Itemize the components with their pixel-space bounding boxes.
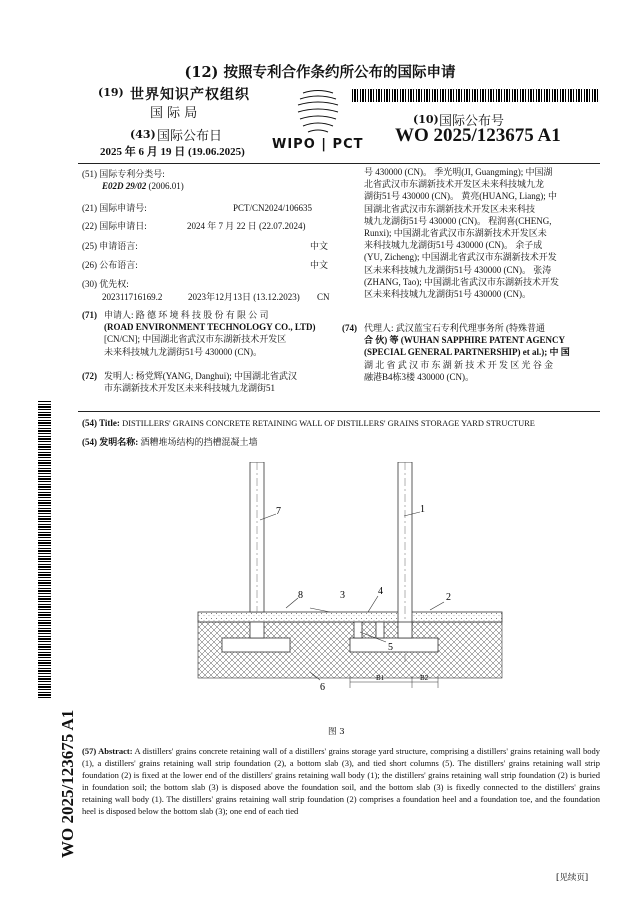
abstract-label: (57) Abstract:	[82, 746, 133, 756]
org-code: (19)	[98, 86, 124, 99]
priority-label: (30) 优先权:	[82, 279, 129, 289]
short-column	[376, 622, 384, 638]
priority-country: CN	[317, 292, 330, 302]
inventor-code: (72)	[82, 371, 97, 381]
figure-label: 1	[420, 504, 425, 515]
agent-line: 代理人: 武汉蓝宝石专利代理事务所 (特殊普通	[364, 323, 545, 333]
figure-label: 4	[378, 586, 383, 597]
priority-date: 2023年12月13日 (13.12.2023)	[188, 292, 300, 302]
ipc-row	[102, 180, 184, 192]
agent-line: 合 伙) 等 (WUHAN SAPPHIRE PATENT AGENCY	[364, 335, 566, 346]
pubdate-value: 2025 年 6 月 19 日 (19.06.2025)	[100, 146, 245, 158]
figure-label: 2	[446, 592, 451, 603]
abstract	[82, 745, 600, 817]
side-publication-number: WO 2025/123675 A1	[58, 709, 77, 858]
inventors-continued	[364, 166, 600, 300]
filing-label: (22) 国际申请日:	[82, 221, 147, 231]
agent-line: 融港B4栋3楼 430000 (CN)。	[364, 371, 474, 382]
agent-line: (SPECIAL GENERAL PARTNERSHIP) et al.); 中 国	[364, 347, 570, 358]
figure-label: 7	[276, 506, 281, 517]
title-zh-code: (54) 发明名称:	[82, 437, 139, 447]
applicant-line: [CN/CN]; 中国湖北省武汉市东湖新技术开发区	[104, 334, 287, 345]
agent-line: 湖 北 省 武 汉 市 东 湖 新 技 术 开 发 区 光 谷 金	[364, 359, 554, 370]
applicant-block	[104, 309, 332, 358]
pub-lang-label: (26) 公布语言:	[82, 260, 138, 270]
title-zh: 酒糟堆场结构的挡槽混凝土墙	[140, 437, 258, 447]
figure-caption: 图 3	[328, 727, 345, 737]
pubno-label: 国际公布号	[439, 114, 505, 129]
header-divider	[78, 163, 600, 164]
ipc-version: (2006.01)	[148, 181, 184, 191]
agent-block	[364, 322, 600, 383]
figure-label: 5	[388, 642, 393, 653]
pub-lang-value: 中文	[310, 260, 329, 270]
figure-label: B1	[376, 674, 385, 682]
bottom-slab	[198, 612, 502, 622]
title-en-row	[82, 417, 602, 430]
inventor-cont-line: 区未来科技城九龙湖街51号 430000 (CN)。 张涛	[364, 264, 552, 275]
inventor-cont-line: 来科技城九龙湖街51号 430000 (CN)。 余子成	[364, 240, 543, 251]
priority-number: 202311716169.2	[102, 292, 163, 302]
appno-label: (21) 国际申请号:	[82, 203, 147, 213]
inventor-cont-line: 国湖北省武汉市东湖新技术开发区未来科技	[364, 203, 536, 214]
title-en: DISTILLERS' GRAINS CONCRETE RETAINING WALL OF DISTILLERS' GRAINS STORAGE YARD STRUCTURE	[122, 419, 535, 428]
figure-label: 6	[320, 682, 325, 693]
barcode-side	[38, 400, 51, 698]
inventor-cont-line: (YU, Zicheng); 中国湖北省武汉市东湖新技术开发	[364, 252, 557, 263]
document-title: (12) 按照专利合作条约所公布的国际申请	[184, 64, 456, 81]
applicant-line: (ROAD ENVIRONMENT TECHNOLOGY CO., LTD)	[104, 322, 316, 333]
org-office: 国 际 局	[150, 106, 198, 121]
continued-marker: [见续页]	[556, 873, 589, 883]
short-column	[354, 622, 362, 638]
abstract-text: A distillers' grains concrete retaining wall of a distillers' grains storage yard structure, comprising a distillers' grains retaining wall body (1), a distillers' grains retaining wall strip foundation (2), a bottom slab (3), and tied short columns (5). The distillers' grains retaining wall strip foundation (2) is fixed at the lower end of the distillers' grains retaining wall body (1); the distillers' grains retaining wall strip foundation (2) is buried in foundation soil; the bottom slab (3) is disposed above the foundation soil, and the bottom slab (3) is fixedly connected to the distillers' grains retaining wall body (1). The distillers' grains retaining wall strip foundation (2) comprises a foundation heel and a foundation toe, and the foundation heel is disposed below the bottom slab (3); one end of each tied	[82, 746, 601, 816]
filing-lang-label: (25) 申请语言:	[82, 241, 138, 251]
pubdate-code: (43)	[130, 128, 156, 141]
inventor-cont-line: 湖街51号 430000 (CN)。 黄亮(HUANG, Liang); 中	[364, 191, 557, 202]
barcode-top	[352, 89, 600, 102]
figure-label: 3	[340, 590, 345, 601]
wipo-logo-text: WIPO | PCT	[272, 137, 364, 152]
patent-figure	[190, 462, 510, 702]
applicant-line: 未来科技城九龙湖街51号 430000 (CN)。	[104, 346, 262, 357]
inventor-cont-line: 号 430000 (CN)。 季光明(JI, Guangming); 中国湖	[364, 167, 553, 177]
appno-value: PCT/CN2024/106635	[233, 203, 313, 213]
org-name: 世界知识产权组织	[130, 87, 250, 103]
applicant-code: (71)	[82, 310, 97, 320]
filing-lang-value: 中文	[310, 241, 329, 251]
figure-label: B2	[420, 674, 429, 682]
filing-value: 2024 年 7 月 22 日 (22.07.2024)	[187, 221, 306, 231]
applicant-line: 申请人: 路 德 环 境 科 技 股 份 有 限 公 司	[104, 310, 269, 320]
title-zh-row	[82, 436, 258, 448]
ipc-value: E02D 29/02	[102, 181, 147, 191]
inventor-cont-line: (ZHANG, Tao); 中国湖北省武汉市东湖新技术开发	[364, 276, 559, 287]
inventor-cont-line: 北省武汉市东湖新技术开发区未来科技城九龙	[364, 179, 545, 190]
inventor-line: 市东湖新技术开发区未来科技城九龙湖街51	[104, 383, 276, 394]
foundation-left	[222, 638, 290, 652]
pubno-code: (10)	[413, 113, 439, 126]
agent-code: (74)	[342, 323, 357, 333]
inventor-block	[104, 370, 336, 394]
pubno-value: WO 2025/123675 A1	[395, 125, 561, 146]
ipc-label: (51) 国际专利分类号:	[82, 169, 165, 179]
inventor-cont-line: 区未来科技城九龙湖街51号 430000 (CN)。	[364, 289, 531, 300]
biblio-divider	[78, 411, 600, 412]
inventor-cont-line: 城九龙湖街51号 430000 (CN)。 程润喜(CHENG,	[364, 215, 552, 226]
title-en-code: (54) Title:	[82, 418, 120, 428]
pubdate-label: 国际公布日	[157, 129, 223, 144]
inventor-line: 发明人: 杨党辉(YANG, Danghui); 中国湖北省武汉	[104, 371, 297, 381]
figure-label: 8	[298, 590, 303, 601]
inventor-cont-line: Runxi); 中国湖北省武汉市东湖新技术开发区未	[364, 228, 547, 239]
foundation-right	[350, 638, 438, 652]
